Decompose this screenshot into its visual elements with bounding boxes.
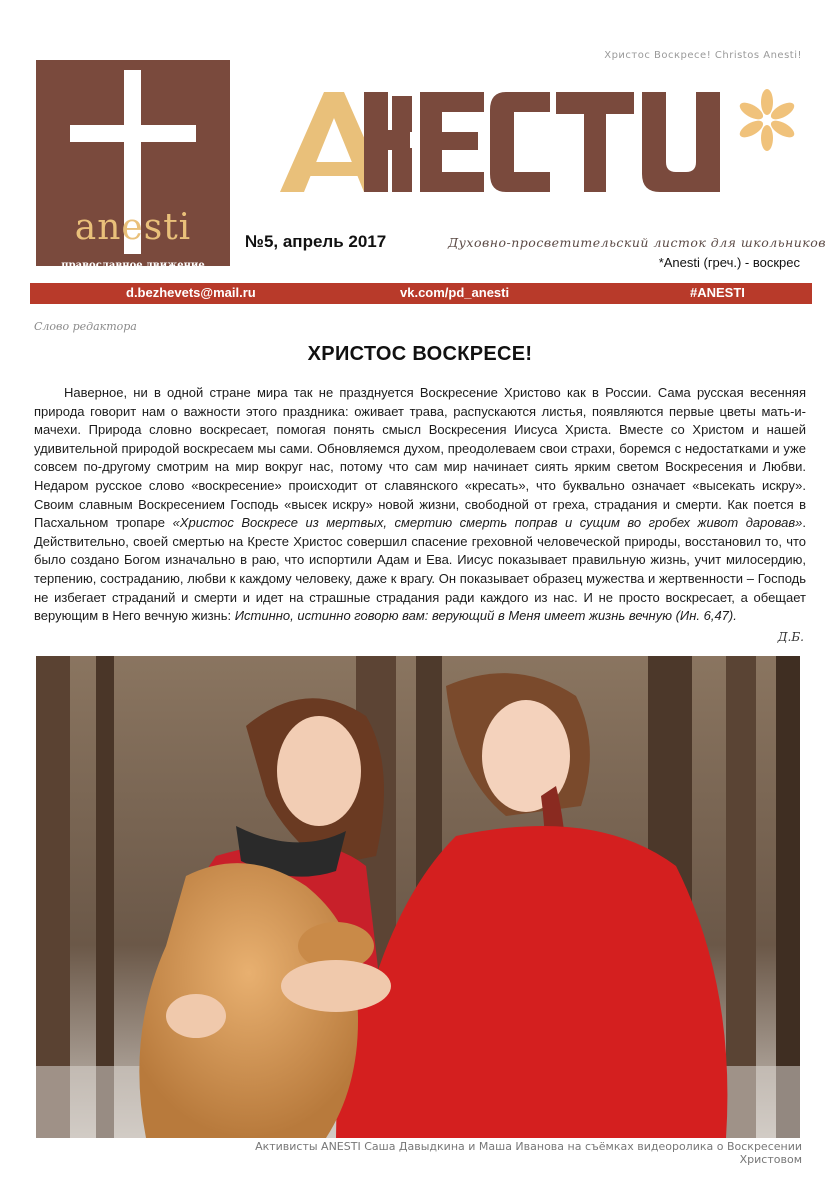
vk-link[interactable]: vk.com/pd_anesti	[400, 285, 510, 300]
logo-word: anesti	[74, 207, 192, 248]
masthead-logotype	[280, 75, 740, 200]
email-link[interactable]: d.bezhevets@mail.ru	[126, 285, 256, 300]
author-signature: Д.Б.	[777, 630, 804, 644]
asterisk-icon	[735, 88, 799, 152]
troparion-quote: «Христос Воскресе из мертвых, смертию смерть поправ и сущим во гробех живот даровав»	[172, 515, 803, 531]
top-tagline: Христос Воскресе! Christos Anesti!	[604, 50, 802, 61]
logo-subtitle: православное движение	[61, 260, 205, 271]
masthead-title: АНЕСТИ	[280, 75, 346, 92]
publication-subtitle: Духовно-просветительский листок для школьников	[448, 235, 827, 250]
gospel-quote: Истинно, истинно говорю вам: верующий в Меня имеет жизнь вечную (Ин. 6,47).	[234, 608, 737, 624]
photo-caption: Активисты ANESTI Саша Давыдкина и Маша Иванова на съёмках видеоролика о Воскресении Христовом	[255, 1140, 802, 1166]
issue-number: №5, апрель 2017	[245, 232, 387, 251]
photo-girls-with-dog	[36, 656, 800, 1138]
contacts-bar	[30, 283, 812, 304]
cross-horizontal-bar	[70, 125, 196, 142]
article-title: ХРИСТОС ВОСКРЕСЕ!	[307, 343, 533, 365]
section-label: Слово редактора	[34, 320, 137, 333]
article-paragraph-1: Наверное, ни в одной стране мира так не празднуется Воскресение Христово как в России. Сама русская весенняя природа говорит нам о важности этого праздника: оживает трава, распускаются листья, появляются первые цветы мать-и-мачехи. Природа словно воскресает, помогая понять смысл Воскресения Иисуса Христа. Вместе со Христом и нашей удивительной природой воскресаем мы сами. Обновляемся духом, преодолеваем свои страхи, боремся с недостатками и уже совсем по-другому смотрим на мир вокруг нас, потому что сам мир начинает сиять ярким светом Воскресения и Любви. Недаром русское слово «воскресение» происходит от славянского «кресать», что буквально означает «высекать искру». Своим славным Воскресением Господь «высек искру» новой жизни, свободной от греха, страдания и смерти. Как поется в Пасхальном тропаре	[34, 385, 806, 531]
name-translation-note: *Anesti (греч.) - воскрес	[658, 255, 800, 270]
article-body	[34, 384, 806, 626]
anesti-logo	[36, 60, 230, 271]
article-paragraph-2: . Действительно, своей смертью на Кресте Христос совершил спасение греховной человеческой природы, восстановил то, что было создано Богом изначально в раю, что испортили Адам и Ева. Иисус показывает правильную жизнь, учит милосердию, терпению, состраданию, любви к каждому человеку, даже к врагу. Он показывает образец мужества и жертвенности – Господь не избегает страданий и смерти и идет на страшные страдания ради каждого из нас. И не просто воскресает, а обещает верующим в Него вечную жизнь:	[34, 515, 806, 624]
hashtag-link[interactable]: #ANESTI	[690, 285, 745, 300]
